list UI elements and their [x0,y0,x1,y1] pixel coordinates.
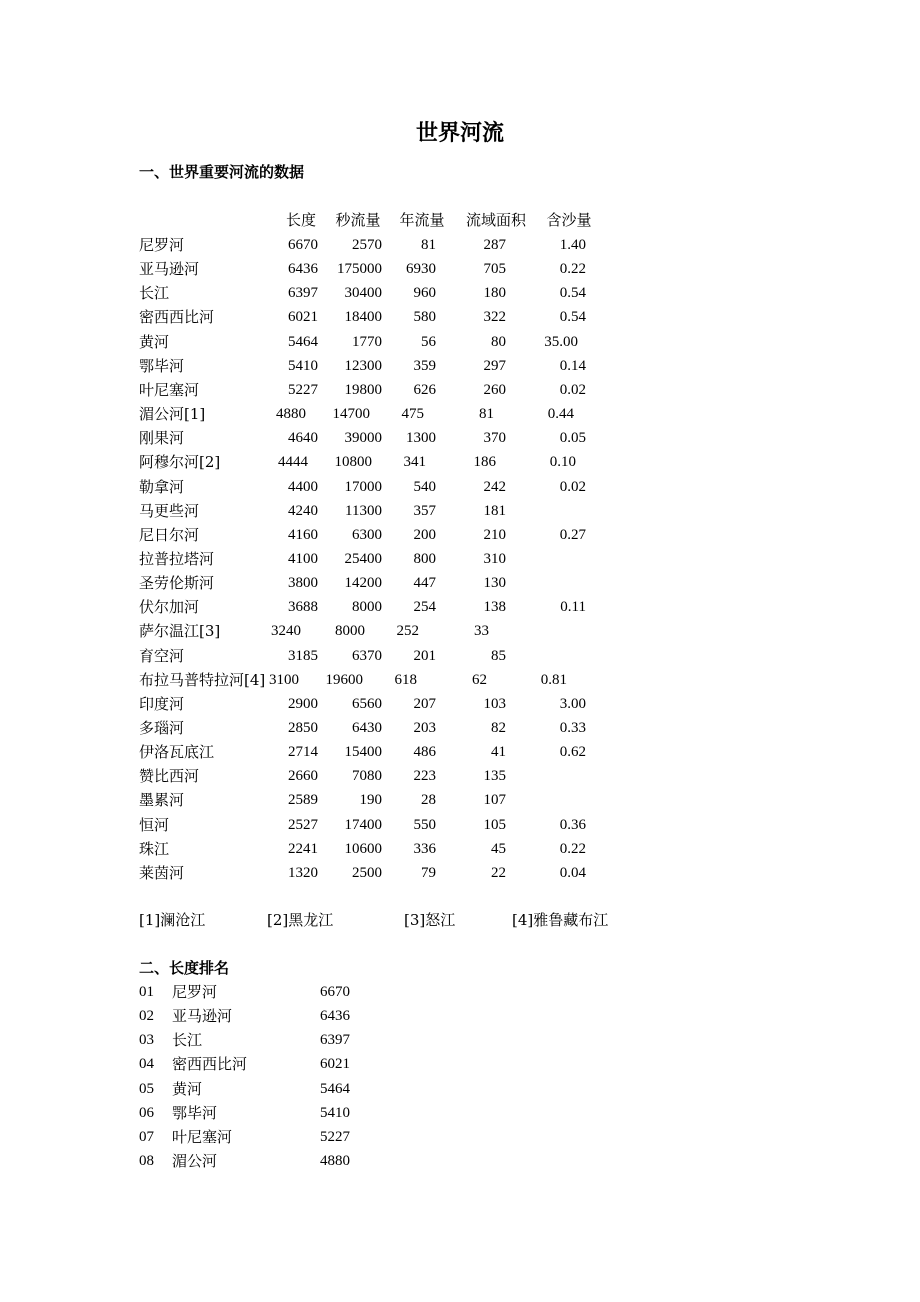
rank-river-name: 尼罗河 [172,983,218,1001]
rank-number: 07 [139,1128,154,1145]
river-flow-sec: 17000 [344,478,382,495]
river-sediment: 0.44 [547,406,574,423]
river-name: 萨尔温江[3] [139,622,221,641]
river-area: 310 [483,550,506,567]
river-sediment: 0.02 [559,381,586,398]
river-name: 密西西比河 [139,308,215,327]
river-sediment: 0.14 [559,357,586,374]
river-area: 297 [483,357,506,374]
rank-river-length: 5227 [320,1128,350,1145]
river-flow-year: 447 [413,575,436,592]
river-flow-sec: 25400 [344,550,382,567]
river-length: 3185 [288,647,318,664]
river-area: 45 [491,840,506,857]
river-name: 印度河 [139,694,185,713]
river-length: 2589 [288,792,318,809]
river-flow-year: 1300 [406,430,436,447]
river-flow-sec: 19800 [344,381,382,398]
river-flow-year: 618 [394,671,417,688]
river-length: 2241 [288,840,318,857]
river-name: 布拉马普特拉河[4] [139,670,266,689]
footnote-item: [3]怒江 [404,911,456,929]
rank-river-length: 6021 [320,1056,350,1073]
river-sediment: 0.27 [559,526,586,543]
river-area: 103 [483,695,506,712]
river-area: 180 [483,285,506,302]
river-flow-sec: 1770 [352,333,382,350]
river-name: 叶尼塞河 [139,380,200,399]
rank-river-length: 4880 [320,1153,350,1170]
river-name: 长江 [139,284,170,303]
river-flow-sec: 2500 [352,864,382,881]
river-flow-sec: 6430 [352,720,382,736]
river-flow-year: 960 [413,285,436,302]
river-name: 莱茵河 [139,863,185,882]
column-header: 含沙量 [546,211,592,229]
rank-number: 06 [139,1104,154,1121]
river-name: 亚马逊河 [139,260,200,279]
river-flow-year: 800 [413,550,436,567]
river-length: 4240 [288,502,318,519]
river-area: 105 [483,816,506,833]
river-name: 鄂毕河 [139,356,185,375]
river-area: 287 [483,237,506,253]
river-flow-sec: 6560 [352,695,382,712]
river-length: 4100 [288,550,318,567]
river-flow-sec: 30400 [344,285,382,302]
rank-river-length: 5464 [320,1080,350,1097]
rank-number: 01 [139,984,154,1000]
rank-river-name: 湄公河 [172,1152,218,1171]
river-flow-year: 341 [403,454,426,471]
river-flow-year: 254 [413,599,436,616]
river-flow-sec: 6300 [352,526,382,543]
river-flow-sec: 10800 [334,454,372,471]
river-length: 4400 [288,478,318,495]
river-area: 705 [483,261,506,278]
river-name: 伏尔加河 [139,598,200,617]
river-flow-year: 357 [413,502,436,519]
river-flow-year: 359 [413,357,436,374]
river-flow-sec: 10600 [344,840,382,857]
rank-river-name: 叶尼塞河 [172,1127,233,1146]
river-area: 210 [483,526,506,543]
river-length: 6021 [288,309,318,326]
river-name: 珠江 [139,839,170,858]
river-sediment: 0.05 [559,430,586,447]
river-flow-sec: 15400 [344,744,382,761]
footnote-item: [1]澜沧江 [139,911,206,929]
river-area: 62 [472,671,487,688]
river-flow-year: 475 [401,406,424,423]
river-area: 81 [479,406,494,423]
river-flow-sec: 8000 [352,599,382,616]
column-header: 秒流量 [335,211,381,229]
river-length: 3688 [288,599,318,616]
rank-number: 05 [139,1080,154,1097]
river-sediment: 0.11 [560,599,586,616]
river-length: 5464 [288,333,318,350]
section2-heading: 二、长度排名 [139,959,230,977]
river-name: 刚果河 [139,429,185,448]
river-sediment: 0.62 [559,744,586,761]
river-sediment: 0.36 [559,816,586,833]
river-name: 赞比西河 [139,767,200,786]
river-flow-sec: 19600 [325,671,363,688]
rank-river-name: 密西西比河 [172,1055,248,1074]
river-length: 2900 [288,695,318,712]
river-length: 1320 [288,864,318,881]
river-sediment: 0.22 [559,261,586,278]
river-flow-year: 626 [413,381,436,398]
river-area: 82 [491,720,506,736]
river-flow-sec: 11300 [345,502,382,519]
river-flow-year: 580 [413,309,436,326]
rank-river-length: 6670 [320,984,350,1000]
rank-number: 02 [139,1008,154,1025]
river-sediment: 0.22 [559,840,586,857]
river-flow-sec: 7080 [352,768,382,785]
river-sediment: 35.00 [544,333,578,350]
rank-river-length: 5410 [320,1104,350,1121]
river-name: 勒拿河 [139,477,185,496]
river-length: 6397 [288,285,318,302]
river-flow-sec: 12300 [344,357,382,374]
river-length: 4640 [288,430,318,447]
river-area: 138 [483,599,506,616]
river-sediment: 0.54 [559,309,586,326]
river-area: 130 [483,575,506,592]
river-sediment: 0.10 [549,454,576,471]
river-flow-year: 6930 [406,261,436,278]
river-length: 4160 [288,526,318,543]
river-length: 5227 [288,381,318,398]
page-title: 世界河流 [415,120,504,146]
river-sediment: 1.40 [559,237,586,253]
river-name: 湄公河[1] [139,405,206,424]
river-flow-sec: 190 [359,792,382,809]
river-area: 135 [483,768,506,785]
river-sediment: 0.81 [540,671,567,688]
river-area: 260 [483,381,506,398]
river-flow-sec: 14700 [332,406,370,423]
rank-river-length: 6397 [320,1032,350,1049]
column-header: 长度 [285,211,316,229]
river-length: 6436 [288,261,318,278]
river-name: 黄河 [139,332,170,351]
river-name: 拉普拉塔河 [139,549,215,568]
river-area: 33 [474,623,489,640]
river-flow-year: 79 [421,864,436,881]
river-length: 2714 [288,744,318,761]
river-sediment: 0.04 [559,864,586,881]
rank-river-name: 黄河 [172,1079,203,1098]
river-flow-sec: 2570 [352,237,382,253]
river-flow-year: 252 [396,623,419,640]
river-name: 墨累河 [139,791,185,810]
river-flow-year: 550 [413,816,436,833]
river-length: 3240 [271,623,301,640]
river-name: 阿穆尔河[2] [139,453,221,472]
rank-river-name: 长江 [172,1031,203,1050]
river-flow-year: 207 [413,695,436,712]
river-area: 85 [491,647,506,664]
river-length: 2850 [288,720,318,736]
river-flow-year: 81 [421,237,436,253]
rank-number: 03 [139,1032,154,1049]
rank-number: 08 [139,1153,154,1170]
river-flow-year: 201 [413,647,436,664]
river-sediment: 0.02 [559,478,586,495]
river-area: 41 [491,744,506,761]
river-area: 181 [483,502,506,519]
rank-river-name: 亚马逊河 [172,1007,233,1026]
river-area: 242 [483,478,506,495]
footnote-item: [2]黑龙江 [267,911,334,929]
river-flow-sec: 8000 [335,623,365,640]
river-flow-sec: 39000 [344,430,382,447]
river-flow-year: 486 [413,744,436,761]
river-flow-year: 540 [413,478,436,495]
section1-heading: 一、世界重要河流的数据 [139,163,305,181]
footnote-item: [4]雅鲁藏布江 [512,911,609,929]
river-name: 马更些河 [139,501,200,520]
river-length: 4880 [276,406,306,423]
river-length: 3100 [269,671,299,688]
river-name: 圣劳伦斯河 [139,574,215,593]
river-flow-year: 56 [421,333,436,350]
river-name: 尼罗河 [139,236,185,254]
column-header: 流域面积 [465,211,526,229]
river-area: 107 [483,792,506,809]
river-sediment: 3.00 [559,695,586,712]
river-name: 恒河 [139,815,170,834]
river-length: 6670 [288,237,318,253]
river-flow-sec: 175000 [337,261,382,278]
river-flow-year: 28 [421,792,436,809]
rank-river-name: 鄂毕河 [172,1103,218,1122]
river-sediment: 0.33 [559,720,586,736]
river-area: 80 [491,333,506,350]
river-flow-year: 336 [413,840,436,857]
river-area: 322 [483,309,506,326]
river-length: 5410 [288,357,318,374]
rank-river-length: 6436 [320,1008,350,1025]
river-length: 4444 [278,454,308,471]
river-name: 伊洛瓦底江 [139,743,215,762]
river-flow-year: 203 [413,720,436,736]
river-flow-sec: 18400 [344,309,382,326]
river-flow-sec: 14200 [344,575,382,592]
river-name: 尼日尔河 [139,525,200,544]
river-flow-year: 200 [413,526,436,543]
river-length: 2660 [288,768,318,785]
river-area: 370 [483,430,506,447]
column-header: 年流量 [399,211,445,229]
river-name: 多瑙河 [139,719,185,737]
river-area: 186 [473,454,496,471]
river-flow-sec: 17400 [344,816,382,833]
river-length: 3800 [288,575,318,592]
river-sediment: 0.54 [559,285,586,302]
rank-number: 04 [139,1056,154,1073]
river-flow-sec: 6370 [352,647,382,664]
river-area: 22 [491,864,506,881]
river-name: 育空河 [139,646,185,665]
river-length: 2527 [288,816,318,833]
river-flow-year: 223 [413,768,436,785]
